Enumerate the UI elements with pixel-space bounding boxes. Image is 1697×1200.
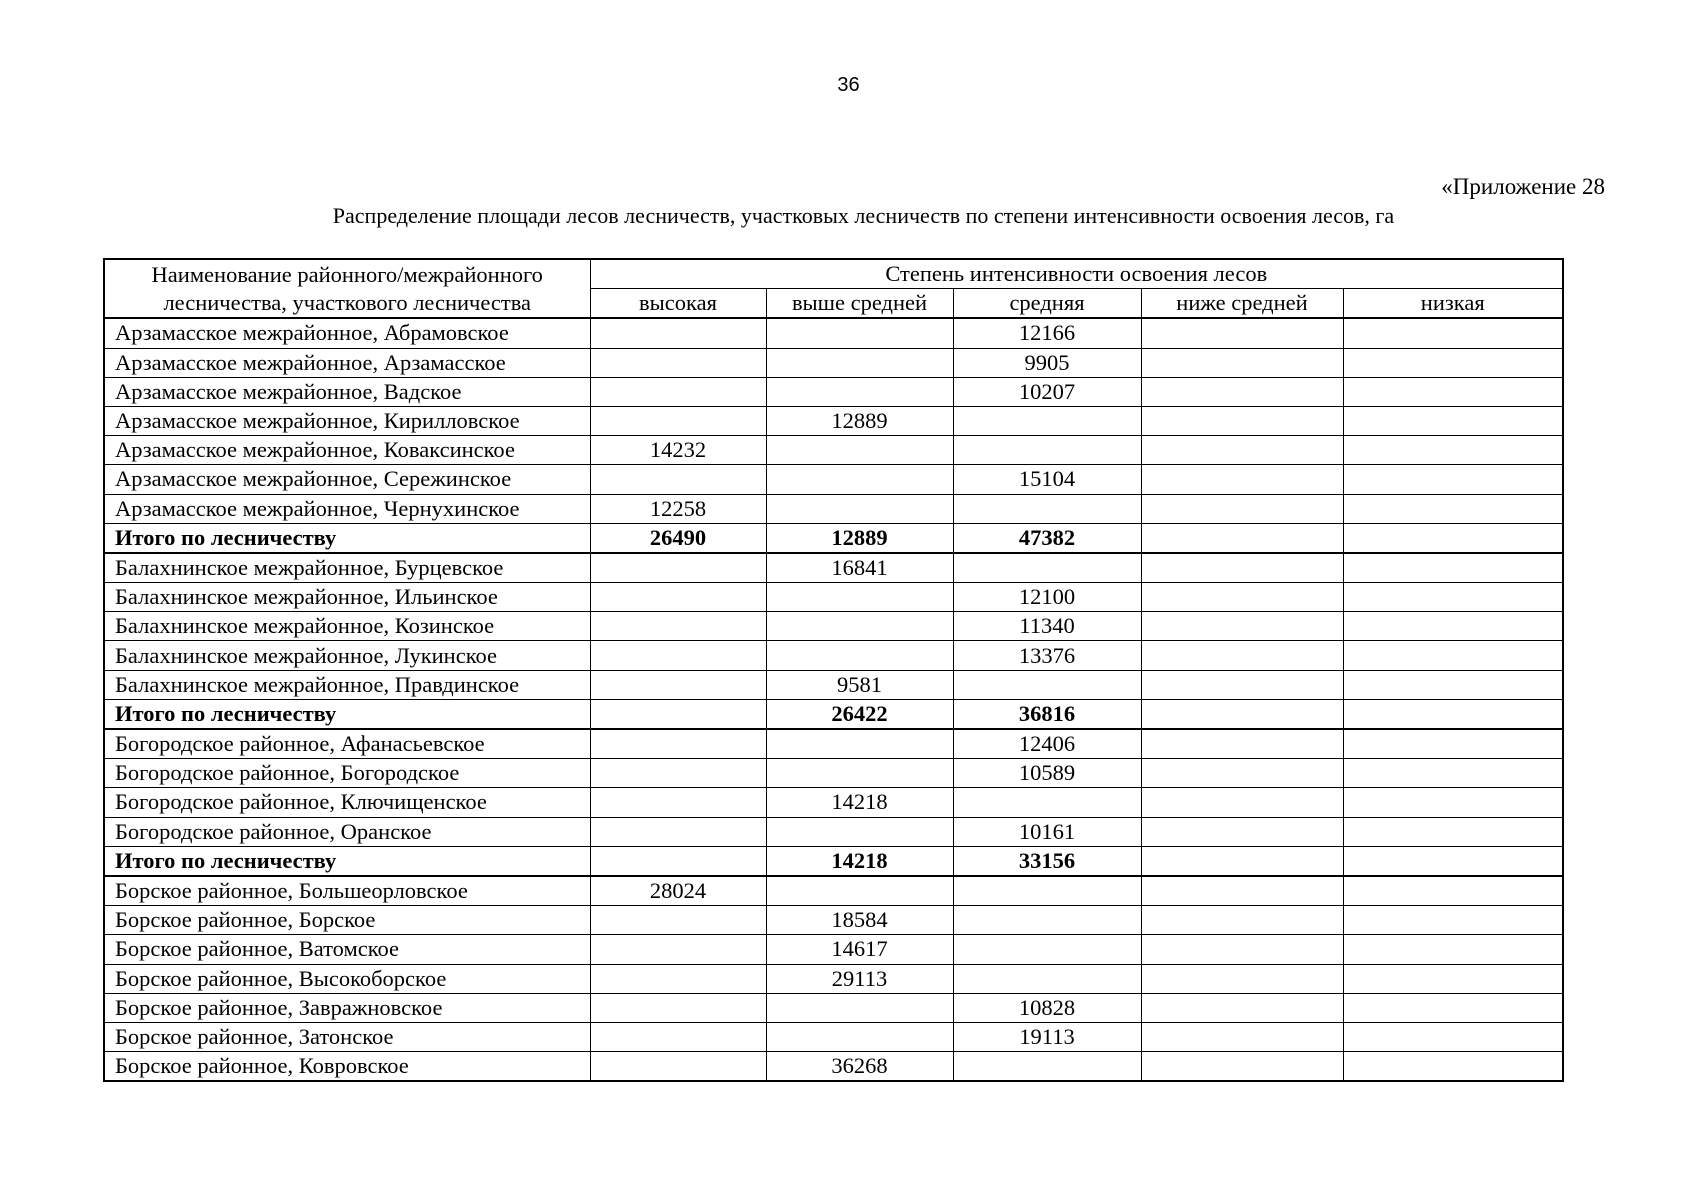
area-value-cell: 10207 <box>953 377 1141 406</box>
area-value-cell: 10161 <box>953 817 1141 846</box>
area-value-cell <box>1141 377 1343 406</box>
forestry-name-cell: Арзамасское межрайонное, Арзамасское <box>104 348 590 377</box>
area-value-cell <box>1141 699 1343 729</box>
area-value-cell <box>1343 817 1563 846</box>
area-value-cell <box>953 406 1141 435</box>
table-row <box>104 788 1563 817</box>
area-value-cell <box>1343 670 1563 699</box>
table-row <box>104 494 1563 523</box>
area-value-cell <box>1141 935 1343 964</box>
area-value-cell: 9905 <box>953 348 1141 377</box>
area-value-cell: 12406 <box>953 729 1141 759</box>
area-value-cell: 36816 <box>953 699 1141 729</box>
area-value-cell <box>953 436 1141 465</box>
area-value-cell <box>590 465 766 494</box>
area-value-cell <box>953 876 1141 906</box>
area-value-cell <box>953 964 1141 993</box>
area-value-cell <box>590 788 766 817</box>
area-value-cell: 18584 <box>766 906 953 935</box>
area-value-cell <box>590 935 766 964</box>
forestry-name-cell: Арзамасское межрайонное, Коваксинское <box>104 436 590 465</box>
table-row <box>104 583 1563 612</box>
area-value-cell <box>590 699 766 729</box>
area-value-cell: 14218 <box>766 788 953 817</box>
area-value-cell: 9581 <box>766 670 953 699</box>
area-value-cell <box>953 494 1141 523</box>
forestry-name-cell: Итого по лесничеству <box>104 699 590 729</box>
forestry-name-cell: Богородское районное, Ключищенское <box>104 788 590 817</box>
table-row <box>104 935 1563 964</box>
column-header-average: средняя <box>953 289 1141 319</box>
forestry-name-cell: Итого по лесничеству <box>104 523 590 553</box>
area-value-cell <box>1141 553 1343 583</box>
document-title: Распределение площади лесов лесничеств, участковых лесничеств по степени интенсивности освоения лесов, га <box>332 203 1395 228</box>
area-value-cell <box>766 729 953 759</box>
area-value-cell <box>766 993 953 1022</box>
area-value-cell: 26490 <box>590 523 766 553</box>
area-value-cell: 10589 <box>953 759 1141 788</box>
area-value-cell <box>590 1022 766 1051</box>
area-value-cell: 19113 <box>953 1022 1141 1051</box>
area-value-cell <box>1141 964 1343 993</box>
area-value-cell <box>1343 583 1563 612</box>
area-value-cell <box>766 494 953 523</box>
area-value-cell: 11340 <box>953 612 1141 641</box>
name-column-header <box>104 259 590 318</box>
column-header-above-average: выше средней <box>766 289 953 319</box>
forestry-name-cell: Борское районное, Затонское <box>104 1022 590 1051</box>
intensity-group-header: Степень интенсивности освоения лесов <box>590 259 1563 289</box>
table-total-row <box>104 699 1563 729</box>
table-row <box>104 553 1563 583</box>
area-value-cell <box>1343 436 1563 465</box>
appendix-label: «Приложение 28 <box>1441 174 1605 199</box>
area-value-cell <box>1343 1052 1563 1082</box>
table-row <box>104 993 1563 1022</box>
table-row <box>104 612 1563 641</box>
area-value-cell <box>1343 318 1563 348</box>
area-value-cell <box>1141 906 1343 935</box>
area-value-cell <box>1343 348 1563 377</box>
area-value-cell: 29113 <box>766 964 953 993</box>
area-value-cell <box>766 348 953 377</box>
area-value-cell <box>1141 817 1343 846</box>
area-value-cell <box>766 436 953 465</box>
table-row <box>104 906 1563 935</box>
area-value-cell <box>1141 318 1343 348</box>
table-row <box>104 817 1563 846</box>
area-value-cell <box>1343 641 1563 670</box>
forestry-name-cell: Борское районное, Ватомское <box>104 935 590 964</box>
area-value-cell: 12258 <box>590 494 766 523</box>
area-value-cell: 12166 <box>953 318 1141 348</box>
forestry-name-cell: Арзамасское межрайонное, Чернухинское <box>104 494 590 523</box>
table-row <box>104 964 1563 993</box>
forestry-name-cell: Богородское районное, Богородское <box>104 759 590 788</box>
area-value-cell <box>1141 406 1343 435</box>
area-value-cell <box>590 348 766 377</box>
area-value-cell <box>766 759 953 788</box>
area-value-cell <box>766 641 953 670</box>
forestry-name-cell: Арзамасское межрайонное, Сережинское <box>104 465 590 494</box>
area-value-cell <box>1343 494 1563 523</box>
area-value-cell <box>1343 1022 1563 1051</box>
area-value-cell <box>590 1052 766 1082</box>
column-header-below-average: ниже средней <box>1141 289 1343 319</box>
area-value-cell <box>766 817 953 846</box>
table-row <box>104 759 1563 788</box>
forest-area-table <box>103 258 1564 1082</box>
table-row <box>104 348 1563 377</box>
area-value-cell <box>590 817 766 846</box>
area-value-cell <box>590 993 766 1022</box>
area-value-cell <box>1343 699 1563 729</box>
area-value-cell <box>1343 377 1563 406</box>
area-value-cell <box>953 670 1141 699</box>
forestry-name-cell: Арзамасское межрайонное, Вадское <box>104 377 590 406</box>
area-value-cell: 13376 <box>953 641 1141 670</box>
area-value-cell <box>766 583 953 612</box>
forestry-name-cell: Богородское районное, Оранское <box>104 817 590 846</box>
area-value-cell <box>590 553 766 583</box>
area-value-cell: 14218 <box>766 846 953 876</box>
forestry-name-cell: Балахнинское межрайонное, Лукинское <box>104 641 590 670</box>
forestry-name-cell: Арзамасское межрайонное, Абрамовское <box>104 318 590 348</box>
area-value-cell <box>1141 788 1343 817</box>
area-value-cell: 15104 <box>953 465 1141 494</box>
area-value-cell <box>1141 670 1343 699</box>
area-value-cell <box>1141 523 1343 553</box>
area-value-cell: 14617 <box>766 935 953 964</box>
area-value-cell <box>766 377 953 406</box>
area-value-cell <box>590 759 766 788</box>
area-value-cell <box>766 318 953 348</box>
table-row <box>104 377 1563 406</box>
forestry-name-cell: Борское районное, Высокоборское <box>104 964 590 993</box>
area-value-cell: 10828 <box>953 993 1141 1022</box>
area-value-cell <box>1141 846 1343 876</box>
area-value-cell <box>1343 612 1563 641</box>
table-header-row <box>104 259 1563 289</box>
area-value-cell <box>1343 523 1563 553</box>
forestry-name-cell: Итого по лесничеству <box>104 846 590 876</box>
area-value-cell: 12889 <box>766 523 953 553</box>
area-value-cell <box>1343 788 1563 817</box>
table-row <box>104 1022 1563 1051</box>
area-value-cell: 47382 <box>953 523 1141 553</box>
area-value-cell <box>1141 494 1343 523</box>
area-value-cell <box>1343 406 1563 435</box>
area-value-cell <box>1343 465 1563 494</box>
table-total-row <box>104 523 1563 553</box>
forestry-name-cell: Борское районное, Большеорловское <box>104 876 590 906</box>
area-value-cell <box>590 964 766 993</box>
area-value-cell <box>766 465 953 494</box>
table-row <box>104 670 1563 699</box>
area-value-cell <box>1343 935 1563 964</box>
area-value-cell <box>1141 1022 1343 1051</box>
area-value-cell <box>590 846 766 876</box>
table-row <box>104 406 1563 435</box>
area-value-cell <box>1343 729 1563 759</box>
area-value-cell <box>1343 876 1563 906</box>
table-row <box>104 436 1563 465</box>
area-value-cell <box>590 670 766 699</box>
area-value-cell <box>590 318 766 348</box>
table-row <box>104 318 1563 348</box>
area-value-cell: 33156 <box>953 846 1141 876</box>
table-row <box>104 729 1563 759</box>
column-header-low: низкая <box>1343 289 1563 319</box>
area-value-cell: 16841 <box>766 553 953 583</box>
area-value-cell <box>1141 993 1343 1022</box>
forestry-name-cell: Арзамасское межрайонное, Кирилловское <box>104 406 590 435</box>
area-value-cell <box>953 788 1141 817</box>
forestry-name-cell: Балахнинское межрайонное, Правдинское <box>104 670 590 699</box>
area-value-cell <box>590 729 766 759</box>
area-value-cell: 12100 <box>953 583 1141 612</box>
area-value-cell <box>1343 993 1563 1022</box>
table-total-row <box>104 846 1563 876</box>
area-value-cell: 36268 <box>766 1052 953 1082</box>
area-value-cell <box>590 583 766 612</box>
area-value-cell <box>590 906 766 935</box>
forestry-name-cell: Борское районное, Ковровское <box>104 1052 590 1082</box>
area-value-cell <box>1343 553 1563 583</box>
area-value-cell <box>1141 759 1343 788</box>
area-value-cell <box>766 1022 953 1051</box>
forestry-name-cell: Борское районное, Завражновское <box>104 993 590 1022</box>
area-value-cell <box>1141 641 1343 670</box>
area-value-cell <box>1343 906 1563 935</box>
forestry-name-cell: Балахнинское межрайонное, Ильинское <box>104 583 590 612</box>
area-value-cell <box>953 1052 1141 1082</box>
area-value-cell: 28024 <box>590 876 766 906</box>
forestry-name-cell: Борское районное, Борское <box>104 906 590 935</box>
area-value-cell <box>766 876 953 906</box>
area-value-cell: 14232 <box>590 436 766 465</box>
page-number: 36 <box>837 74 860 96</box>
area-value-cell: 26422 <box>766 699 953 729</box>
area-value-cell: 12889 <box>766 406 953 435</box>
area-value-cell <box>1343 759 1563 788</box>
area-value-cell <box>1141 465 1343 494</box>
area-value-cell <box>590 406 766 435</box>
area-value-cell <box>953 553 1141 583</box>
forestry-name-cell: Богородское районное, Афанасьевское <box>104 729 590 759</box>
area-value-cell <box>953 935 1141 964</box>
area-value-cell <box>1343 846 1563 876</box>
area-value-cell <box>590 377 766 406</box>
table-row <box>104 1052 1563 1082</box>
column-header-high: высокая <box>590 289 766 319</box>
area-value-cell <box>1141 583 1343 612</box>
area-value-cell <box>766 612 953 641</box>
area-value-cell <box>590 612 766 641</box>
table-row <box>104 876 1563 906</box>
area-value-cell <box>1141 348 1343 377</box>
forestry-name-cell: Балахнинское межрайонное, Козинское <box>104 612 590 641</box>
area-value-cell <box>1141 876 1343 906</box>
area-value-cell <box>953 906 1141 935</box>
table-body <box>104 318 1563 1081</box>
table-row <box>104 465 1563 494</box>
name-header-line2: лесничества, участкового лесничества <box>163 289 532 315</box>
area-value-cell <box>1343 964 1563 993</box>
area-value-cell <box>590 641 766 670</box>
forestry-name-cell: Балахнинское межрайонное, Бурцевское <box>104 553 590 583</box>
area-value-cell <box>1141 1052 1343 1082</box>
area-value-cell <box>1141 729 1343 759</box>
area-value-cell <box>1141 612 1343 641</box>
area-value-cell <box>1141 436 1343 465</box>
name-header-line1: Наименование районного/межрайонного <box>151 261 543 287</box>
table-row <box>104 641 1563 670</box>
